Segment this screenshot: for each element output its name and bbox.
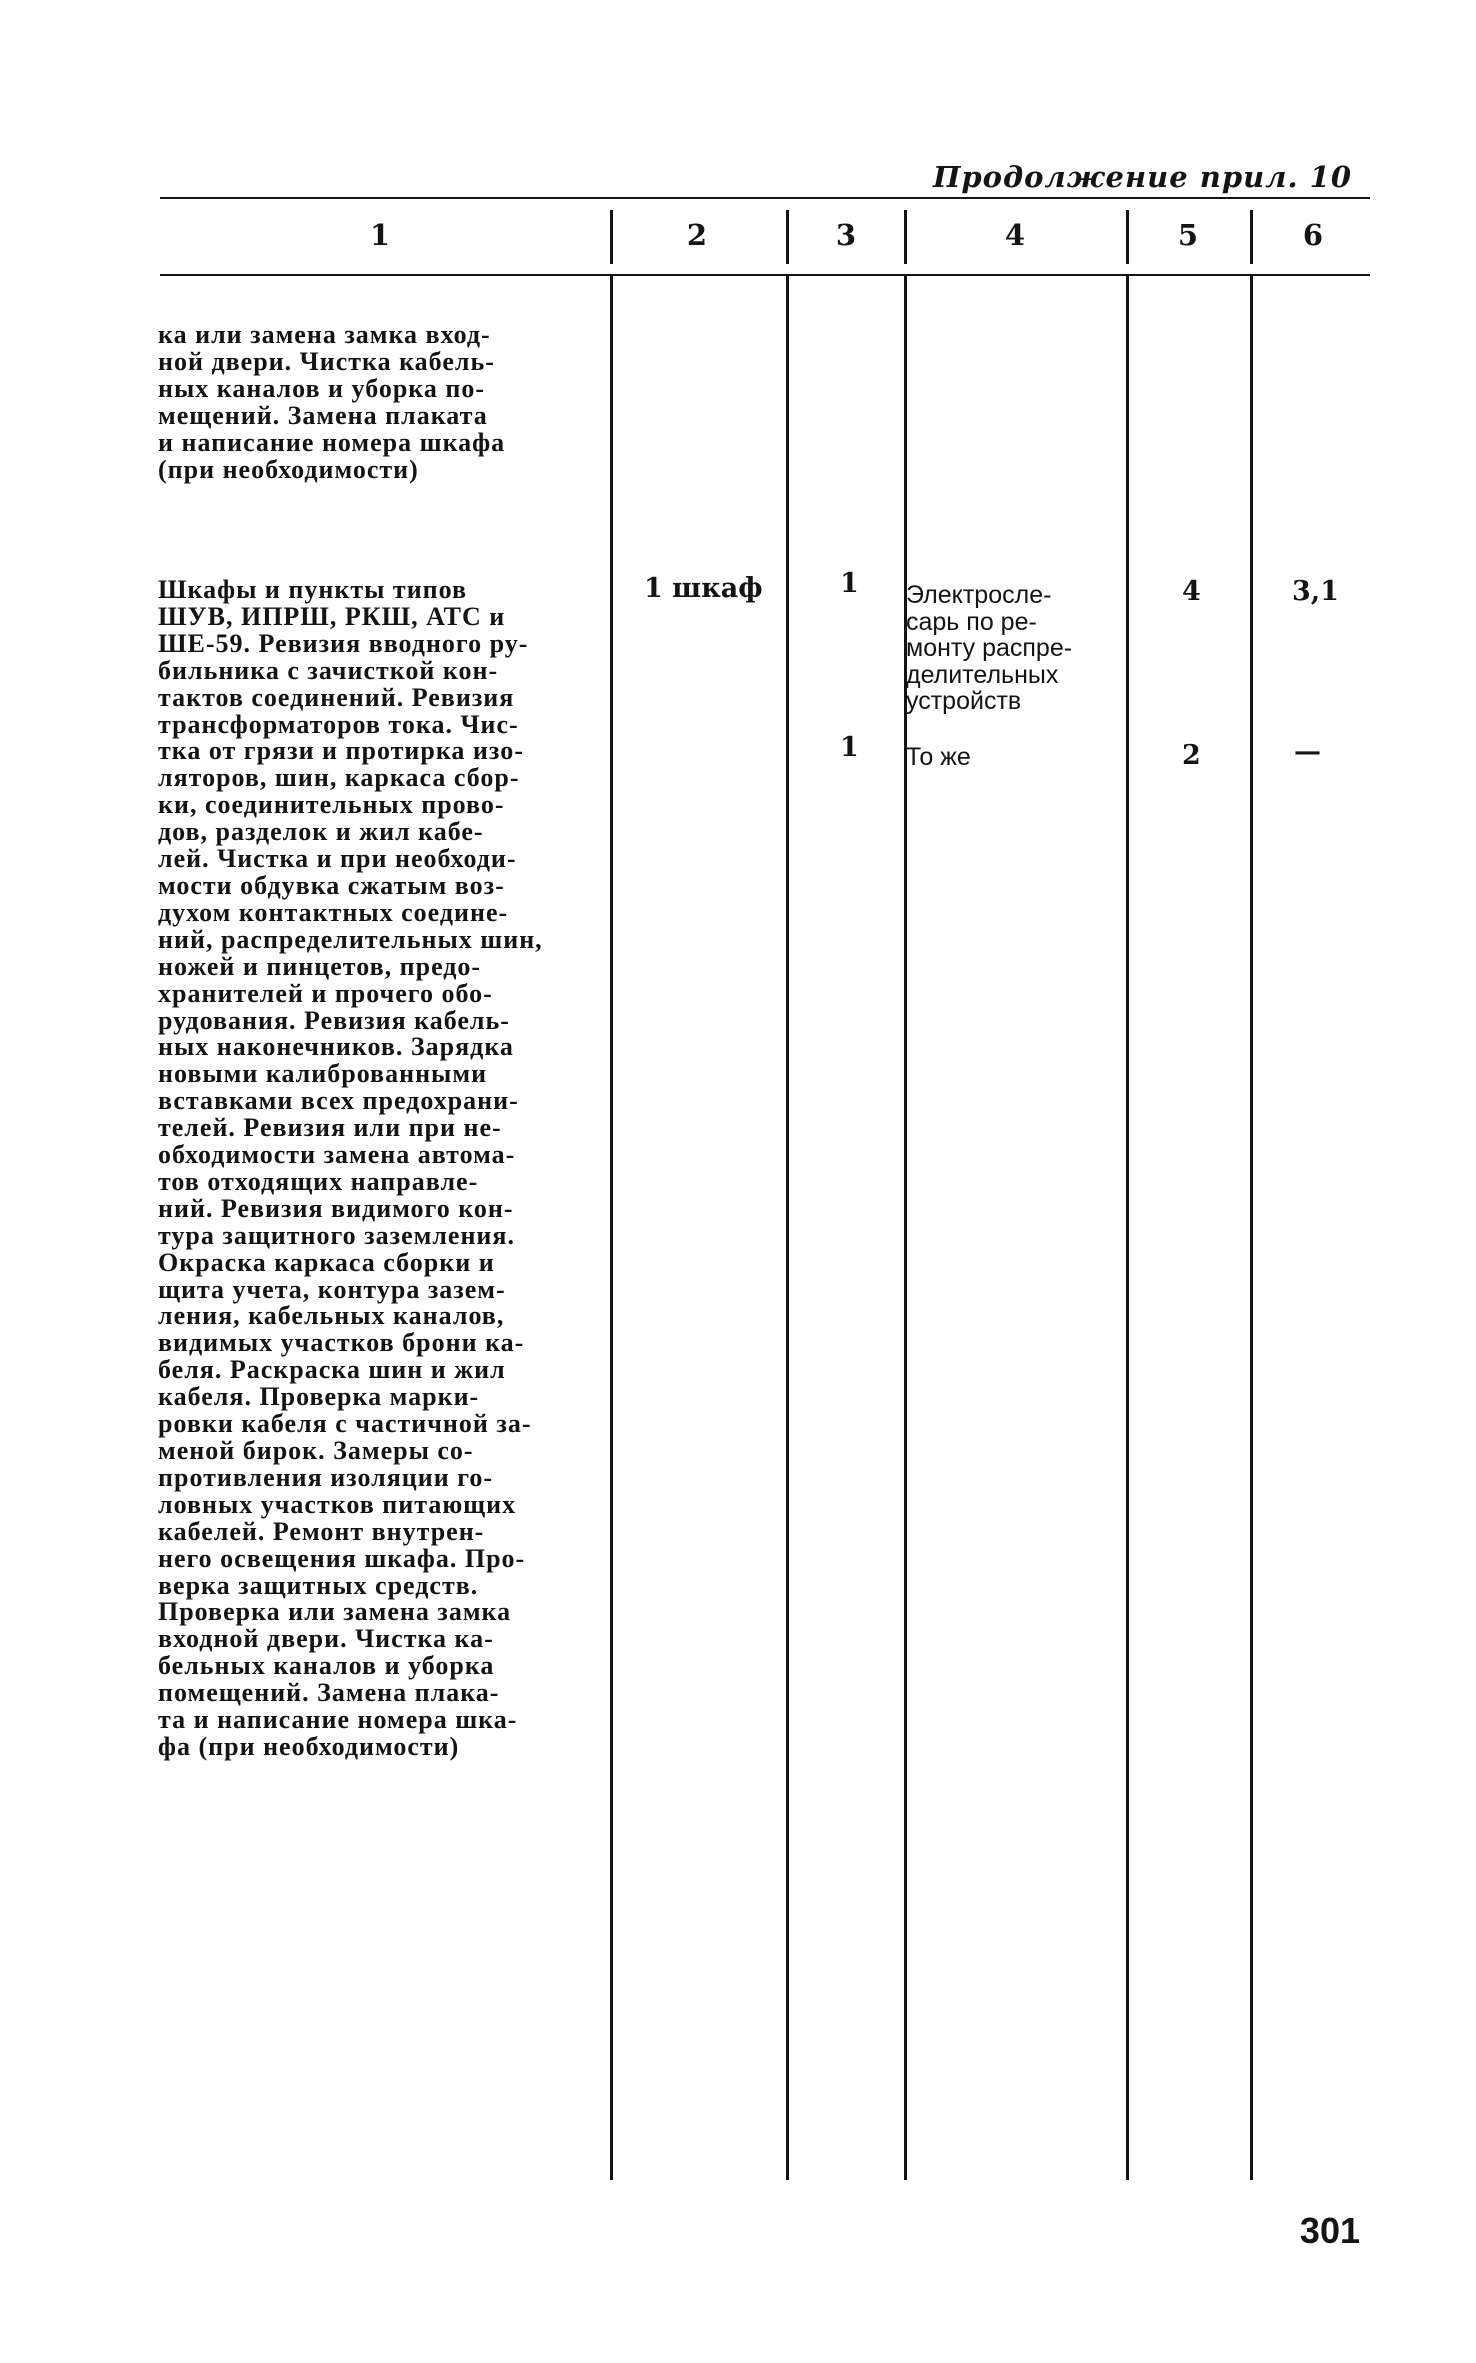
entry-2-worker: То же xyxy=(906,743,971,771)
header-separator-3-4 xyxy=(904,210,907,264)
column-header-1: 1 xyxy=(369,218,391,252)
entry-1-quantity: 1 xyxy=(840,568,859,599)
main-row-unit: 1 шкаф xyxy=(644,573,763,604)
column-header-4: 4 xyxy=(1004,218,1026,252)
continued-row-description: ка или замена замка вход- ной двери. Чистка кабель- ных каналов и уборка по- мещений. Замена плаката и написание номера шкафа (при необходимости) xyxy=(158,320,506,484)
header-separator-2-3 xyxy=(786,210,789,264)
entry-1-col5: 4 xyxy=(1182,576,1201,607)
main-row-description: Шкафы и пункты типов ШУВ, ИПРШ, РКШ, АТС и ШЕ-59. Ревизия вводного ру- бильника с зачисткой кон- тактов соединений. Ревизия трансформаторов тока. Чис- тка от грязи и протирка изо- ляторов, шин, каркаса сбор- ки, соединительных прово- дов, разделок и жил кабе- лей. Чистка и при необходи- мости обдувка сжатым воз- духом контактных соедине- ний, распределительных шин, ножей и пинцетов, предо- хранителей и прочего обо- рудования. Ревизия кабель- ных наконечников. Зарядка новыми калиброванными вставками всех предохрани- телей. Ревизия или при не- обходимости замена автома- тов отходящих направле- ний. Ревизия видимого кон- тура защитного заземления. Окраска каркаса сборки и щита учета, контура зазем- ления, кабельных каналов, видимых участков брони ка- беля. Раскраска шин и жил кабеля. Проверка марки- ровки кабеля с частичной за- меной бирок. Замеры со- противления изоляции го- ловных участков питающих кабелей. Ремонт внутрен- него освещения шкафа. Про- верка защитных средств. Проверка или замена замка входной двери. Чистка ка- бельных каналов и уборка помещений. Замена плака- та и написание номера шка- фа (при необходимости) xyxy=(158,575,543,1761)
column-rule-1-2 xyxy=(610,276,613,2180)
column-header-5: 5 xyxy=(1177,218,1199,252)
entry-1-col6: 3,1 xyxy=(1292,576,1339,607)
header-bottom-rule xyxy=(160,274,1370,276)
column-rule-5-6 xyxy=(1250,276,1253,2180)
continuation-caption: Продолжение прил. 10 xyxy=(932,160,1352,194)
column-rule-2-3 xyxy=(786,276,789,2180)
header-separator-4-5 xyxy=(1126,210,1129,264)
column-header-2: 2 xyxy=(686,218,708,252)
column-rule-3-4 xyxy=(904,276,907,2180)
entry-1-worker: Электросле- сарь по ре- монту распре- делительных устройств xyxy=(906,581,1073,715)
page-number: 301 xyxy=(1299,2210,1360,2251)
entry-2-col5: 2 xyxy=(1182,740,1201,771)
entry-2-quantity: 1 xyxy=(840,732,859,763)
column-header-3: 3 xyxy=(835,218,857,252)
column-rule-4-5 xyxy=(1126,276,1129,2180)
header-separator-5-6 xyxy=(1250,210,1253,264)
header-separator-1-2 xyxy=(610,210,613,264)
entry-2-col6: — xyxy=(1294,736,1321,767)
table-top-rule xyxy=(160,197,1370,199)
column-header-6: 6 xyxy=(1302,218,1324,252)
